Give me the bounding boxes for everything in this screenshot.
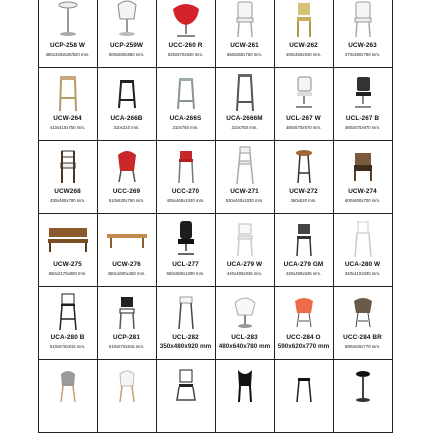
product-dimensions: 920x670x620 mm.: [167, 51, 204, 57]
white-wire-stool-icon: [340, 218, 386, 258]
wood-bench-icon: [104, 218, 150, 258]
product-dimensions: 600x600x700 mm.: [344, 197, 381, 203]
product-code: UCA-279 W: [226, 260, 263, 268]
product-cell: [97, 213, 157, 287]
product-code: UCW-271: [230, 187, 259, 195]
product-cell: [333, 140, 393, 214]
product-dimensions: 405x465x1040 mm.: [166, 197, 205, 203]
product-code: UCC-260 R: [168, 41, 203, 49]
round-wood-stool-icon: [281, 145, 327, 185]
white-office-chair-icon: [281, 72, 327, 112]
product-dimensions: 610x630x760 mm.: [108, 197, 145, 203]
product-cell: [274, 213, 334, 287]
product-code: UCL-267 B: [345, 114, 380, 122]
product-cell: [97, 67, 157, 141]
product-dimensions: 440x490x845 mm.: [226, 270, 263, 276]
product-cell: [274, 0, 334, 68]
brown-eames-chair-icon: [340, 291, 386, 331]
product-dimensions: 360x620 mm.: [290, 197, 317, 203]
product-cell: [156, 286, 216, 360]
product-dimensions: 310x750 mm.: [172, 124, 199, 130]
product-cell: [333, 286, 393, 360]
product-dimensions: 480x640x780 mm: [218, 342, 271, 350]
product-code: UCC-269: [112, 187, 141, 195]
product-cell: [333, 213, 393, 287]
product-dimensions: 530x440x1030 mm.: [225, 197, 264, 203]
bar-stool-white-icon: [45, 0, 91, 39]
white-swivel-chair-icon: [222, 291, 268, 331]
product-dimensions: 400x460x940 mm.: [285, 51, 322, 57]
white-chair-icon: [222, 0, 268, 39]
product-cell: [38, 67, 98, 141]
product-code: UCA-279 GM: [283, 260, 324, 268]
sled-chair-icon: [163, 364, 209, 404]
white-eames-side-chair-icon: [104, 364, 150, 404]
product-code: UCC-270: [171, 187, 200, 195]
product-code: UCA-280 W: [344, 260, 381, 268]
executive-chair-icon: [163, 218, 209, 258]
black-bar-stool-icon: [340, 364, 386, 404]
product-cell: [333, 359, 393, 433]
product-cell: [97, 359, 157, 433]
product-cell: [97, 286, 157, 360]
product-dimensions: 650x680x1290 mm.: [166, 270, 205, 276]
product-cell: [274, 140, 334, 214]
product-code: UCC-284 BR: [343, 333, 382, 341]
white-bar-stool-icon: [163, 291, 209, 331]
product-code: UCA-280 B: [50, 333, 85, 341]
product-dimensions: 590x620x770 mm.: [344, 343, 381, 349]
product-cell: [215, 286, 275, 360]
product-cell: [38, 213, 98, 287]
product-cell: [215, 359, 275, 433]
product-code: UCW268: [54, 187, 81, 195]
silver-metal-stool-icon: [163, 72, 209, 112]
product-cell: [156, 359, 216, 433]
product-dimensions: 510x570x815 mm.: [108, 343, 145, 349]
product-cell: [156, 0, 216, 68]
product-code: UCA-266S: [169, 114, 202, 122]
product-cell: [38, 0, 98, 68]
product-code: UCW-275: [53, 260, 82, 268]
product-code: UCP-258 W: [50, 41, 85, 49]
product-code: UCP-259W: [109, 41, 144, 49]
product-cell: [215, 0, 275, 68]
black-office-chair-icon: [340, 72, 386, 112]
tall-metal-stool-icon: [222, 72, 268, 112]
product-cell: [156, 67, 216, 141]
product-code: UCL-282: [172, 333, 199, 341]
black-stool-icon: [281, 364, 327, 404]
product-cell: [156, 213, 216, 287]
black-wire-stool-icon: [45, 291, 91, 331]
product-dimensions: 500x600x850 mm.: [108, 51, 145, 57]
product-dimensions: 550x550x750 mm.: [226, 51, 263, 57]
product-dimensions: 440x490x845 mm.: [285, 270, 322, 276]
white-chair-icon: [340, 0, 386, 39]
product-code: UCL-277: [172, 260, 199, 268]
tulip-chair-white-icon: [104, 0, 150, 39]
product-cell: [274, 67, 334, 141]
wood-dining-chair-icon: [45, 145, 91, 185]
product-code: UCW-263: [348, 41, 377, 49]
white-metal-chair-icon: [222, 218, 268, 258]
product-code: UCC-284 O: [286, 333, 321, 341]
black-metal-stool-icon: [104, 72, 150, 112]
product-cell: [215, 140, 275, 214]
product-cell: [97, 0, 157, 68]
product-code: UCW-276: [112, 260, 141, 268]
product-code: UCL-267 W: [286, 114, 321, 122]
product-code: UCW-272: [289, 187, 318, 195]
product-dimensions: 340x410x830 mm.: [344, 270, 381, 276]
wood-bar-stool-icon: [45, 72, 91, 112]
red-bar-stool-icon: [163, 145, 209, 185]
orange-eames-chair-icon: [281, 291, 327, 331]
product-code: UCW-261: [230, 41, 259, 49]
product-cell: [38, 286, 98, 360]
product-cell: [38, 359, 98, 433]
product-grid: [38, 0, 392, 432]
product-cell: [215, 67, 275, 141]
product-dimensions: 310x310 mm.: [113, 124, 140, 130]
product-code: UCW-262: [289, 41, 318, 49]
wood-armchair-icon: [340, 145, 386, 185]
product-cell: [38, 140, 98, 214]
gunmetal-chair-icon: [281, 218, 327, 258]
product-dimensions: 650x2170x800 mm.: [48, 270, 87, 276]
black-side-chair-icon: [104, 291, 150, 331]
egg-chair-red-icon: [163, 0, 209, 39]
white-folding-stool-icon: [222, 145, 268, 185]
wood-bench-back-icon: [45, 218, 91, 258]
black-masters-chair-icon: [222, 364, 268, 404]
product-cell: [333, 0, 393, 68]
product-dimensions: 350x480x920 mm: [159, 342, 212, 350]
product-cell: [333, 67, 393, 141]
product-dimensions: 450x1600x450 mm.: [107, 270, 146, 276]
product-cell: [274, 359, 334, 433]
product-dimensions: 480x570x970 mm.: [344, 124, 381, 130]
grey-eames-side-chair-icon: [45, 364, 91, 404]
product-cell: [156, 140, 216, 214]
product-dimensions: 470x480x780 mm.: [344, 51, 381, 57]
product-code: UCW-264: [53, 114, 82, 122]
product-code: UCA-266B: [110, 114, 143, 122]
product-dimensions: 590x620x770 mm: [277, 342, 330, 350]
product-code: UCW-274: [348, 187, 377, 195]
product-dimensions: 510x570x815 mm.: [49, 343, 86, 349]
red-shell-chair-icon: [104, 145, 150, 185]
product-dimensions: 380x340x630/820 mm.: [45, 51, 90, 57]
product-dimensions: 480x570x970 mm.: [285, 124, 322, 130]
product-cell: [97, 140, 157, 214]
product-cell: [215, 213, 275, 287]
product-dimensions: 430x480x780 mm.: [49, 197, 86, 203]
product-code: UCA-2666M: [226, 114, 263, 122]
product-dimensions: 310x750 mm.: [231, 124, 258, 130]
product-code: UCL-283: [231, 333, 258, 341]
wood-chair-icon: [281, 0, 327, 39]
product-code: UCP-281: [113, 333, 140, 341]
product-dimensions: 410x410x750 mm.: [49, 124, 86, 130]
product-cell: [274, 286, 334, 360]
